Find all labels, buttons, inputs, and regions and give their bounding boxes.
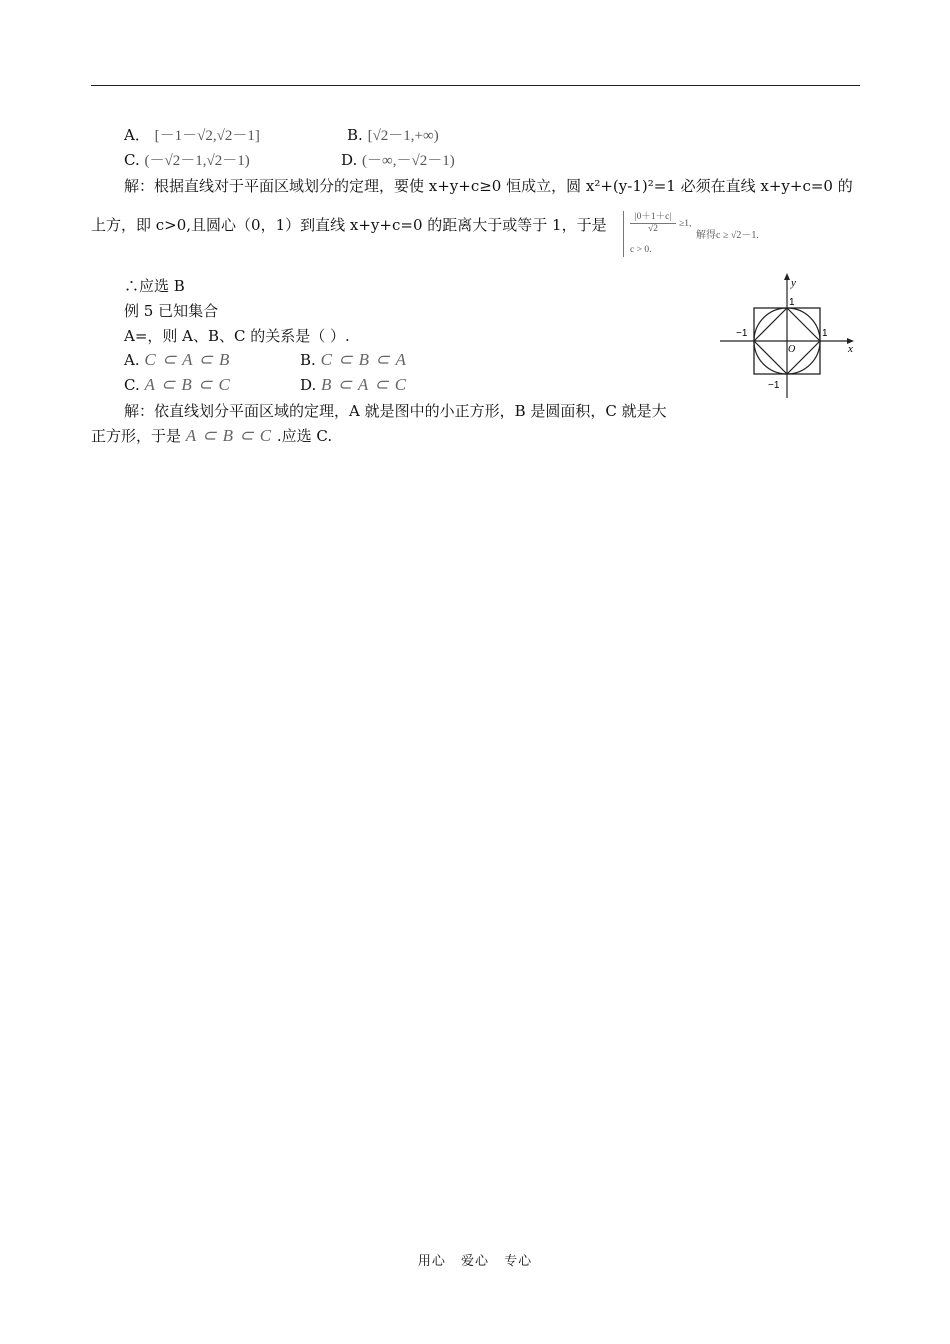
ex5-option-d-math: B ⊂ A ⊂ C xyxy=(321,375,408,394)
cases-condition: c > 0. xyxy=(630,245,652,255)
solution-line-2: 上方，即 c>0,且圆心（0，1）到直线 x+y+c=0 的距离大于或等于 1，于是 xyxy=(91,216,607,234)
example5-statement: A=，则 A、B、C 的关系是（ ）. xyxy=(124,327,350,345)
example5-title: 例 5 已知集合 xyxy=(124,302,219,320)
option-b-label: B. xyxy=(347,126,363,144)
region-figure xyxy=(716,270,862,402)
footer-right: 专心 xyxy=(504,1254,533,1269)
option-d-row xyxy=(341,149,455,172)
ex5-option-a xyxy=(124,349,230,371)
option-c-label: C. xyxy=(124,151,140,169)
ex5-option-c-label: C. xyxy=(124,376,140,394)
cases-solution: 解得c ≥ √2－1. xyxy=(696,230,759,241)
ex5-option-b xyxy=(300,349,407,371)
option-c-text: (－√2－1,√2－1) xyxy=(144,153,250,169)
option-a-text: [－1－√2,√2－1] xyxy=(154,128,260,144)
label-y: y xyxy=(791,277,796,289)
fraction-numerator: |0＋1＋c| xyxy=(630,212,676,224)
label-origin: O xyxy=(788,344,796,355)
footer-middle: 爱心 xyxy=(460,1254,489,1269)
option-a-label: A． xyxy=(124,126,150,144)
ex5-solution-line-1: 解：依直线划分平面区域的定理，A 就是图中的小正方形，B 是圆面积，C 就是大 xyxy=(124,402,667,420)
ex5-solution-line-2 xyxy=(91,425,332,447)
header-rule xyxy=(91,85,860,86)
ex5-option-c-math: A ⊂ B ⊂ C xyxy=(144,375,231,394)
ex5-option-b-label: B. xyxy=(300,351,316,369)
ex5-option-d xyxy=(300,374,407,396)
cases-brace xyxy=(623,211,628,257)
distance-fraction xyxy=(630,212,676,235)
label-top: 1 xyxy=(789,297,795,308)
label-right: 1 xyxy=(822,328,828,339)
option-d-label: D. xyxy=(341,151,358,169)
cases-system xyxy=(623,209,793,259)
cases-inequality: ≥1, xyxy=(679,219,692,229)
conclusion-q4: ∴应选 B xyxy=(124,277,185,295)
solution-line-1: 解：根据直线对于平面区域划分的定理，要使 x+y+c≥0 恒成立，圆 x²+(y-1)²=1 必须在直线 x+y+c=0 的 xyxy=(124,177,853,195)
ex5-option-c xyxy=(124,374,231,396)
ex5-solution-math: A ⊂ B ⊂ C xyxy=(185,426,273,445)
label-left: −1 xyxy=(736,328,748,339)
ex5-solution-pre: 正方形，于是 xyxy=(91,427,182,445)
option-c-row xyxy=(124,149,250,172)
option-a-row xyxy=(124,124,260,147)
ex5-option-a-math: C ⊂ A ⊂ B xyxy=(144,350,231,369)
fraction-denominator: √2 xyxy=(648,224,658,234)
label-x: x xyxy=(848,343,853,355)
option-d-text: (－∞,－√2－1) xyxy=(362,153,455,169)
option-b-text: [√2－1,+∞) xyxy=(367,128,439,144)
ex5-option-a-label: A. xyxy=(124,351,140,369)
footer-left: 用心 xyxy=(417,1254,446,1269)
ex5-solution-post: .应选 C. xyxy=(276,427,333,445)
ex5-option-d-label: D. xyxy=(300,376,317,394)
page-footer xyxy=(0,1250,950,1269)
ex5-option-b-math: C ⊂ B ⊂ A xyxy=(320,350,407,369)
option-b-row xyxy=(347,124,439,147)
label-bottom: −1 xyxy=(768,380,780,391)
y-axis-arrow xyxy=(784,273,790,280)
